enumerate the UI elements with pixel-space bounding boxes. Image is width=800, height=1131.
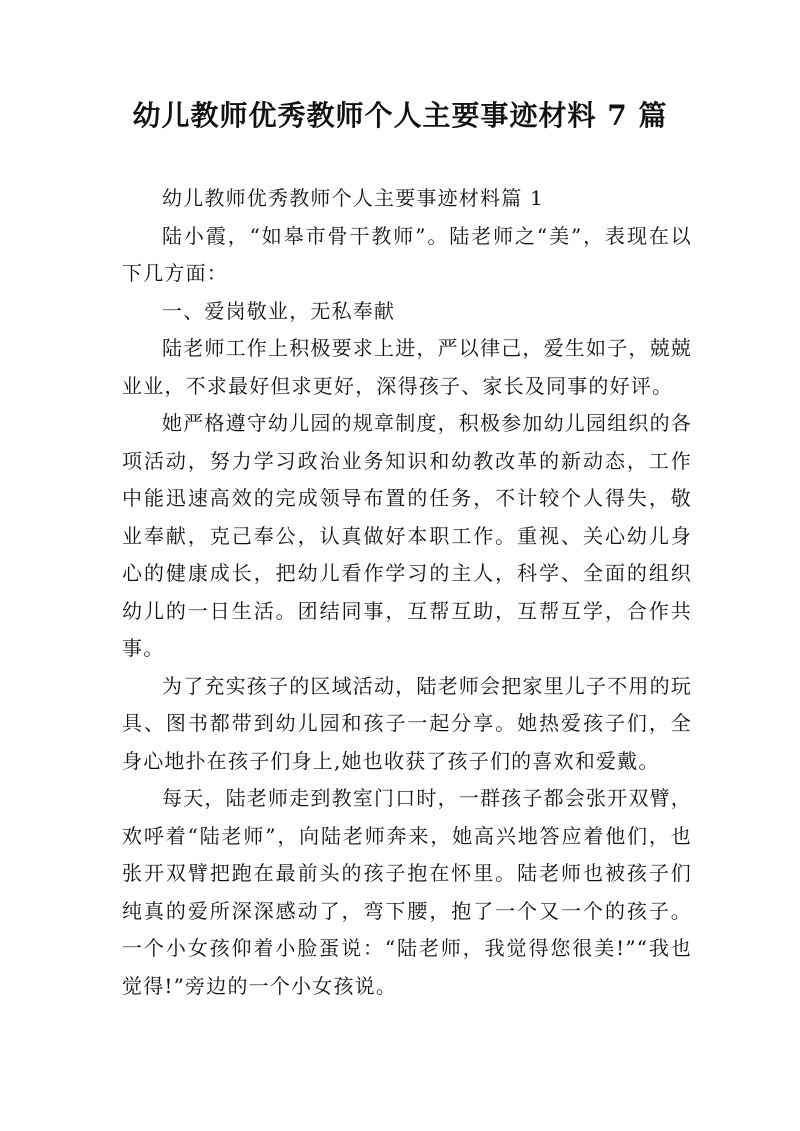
document-title: 幼儿教师优秀教师个人主要事迹材料 7 篇 (132, 99, 668, 132)
paragraph: 每天，陆老师走到教室门口时，一群孩子都会张开双臂，欢呼着“陆老师”，向陆老师奔来，她高兴地答应着他们，也张开双臂把跑在最前头的孩子抱在怀里。陆老师也被孩子们纯真的爱所深深感动了，弯下腰，抱了一个又一个的孩子。一个小女孩仰着小脸蛋说：“陆老师，我觉得您很美!”“我也觉得!”旁边的一个小女孩说。 (122, 786, 692, 998)
document-body (122, 180, 692, 1005)
subsection-heading: 一、爱岗敬业，无私奉献 (162, 298, 396, 323)
paragraph: 陆小霞，“如皋市骨干教师”。陆老师之“美”，表现在以下几方面： (122, 223, 692, 285)
paragraph: 她严格遵守幼儿园的规章制度，积极参加幼儿园组织的各项活动，努力学习政治业务知识和幼教改革的新动态，工作中能迅速高效的完成领导布置的任务，不计较个人得失，敬业奉献，克己奉公，认真做好本职工作。重视、关心幼儿身心的健康成长，把幼儿看作学习的主人，科学、全面的组织幼儿的一日生活。团结同事，互帮互助，互帮互学，合作共事。 (122, 411, 692, 660)
paragraph: 为了充实孩子的区域活动，陆老师会把家里儿子不用的玩具、图书都带到幼儿园和孩子一起分享。她热爱孩子们，全身心地扑在孩子们身上,她也收获了孩子们的喜欢和爱戴。 (122, 673, 692, 773)
section-heading: 幼儿教师优秀教师个人主要事迹材料篇 1 (162, 186, 544, 210)
paragraph: 陆老师工作上积极要求上进，严以律己，爱生如子，兢兢业业，不求最好但求更好，深得孩子、家长及同事的好评。 (122, 336, 692, 398)
